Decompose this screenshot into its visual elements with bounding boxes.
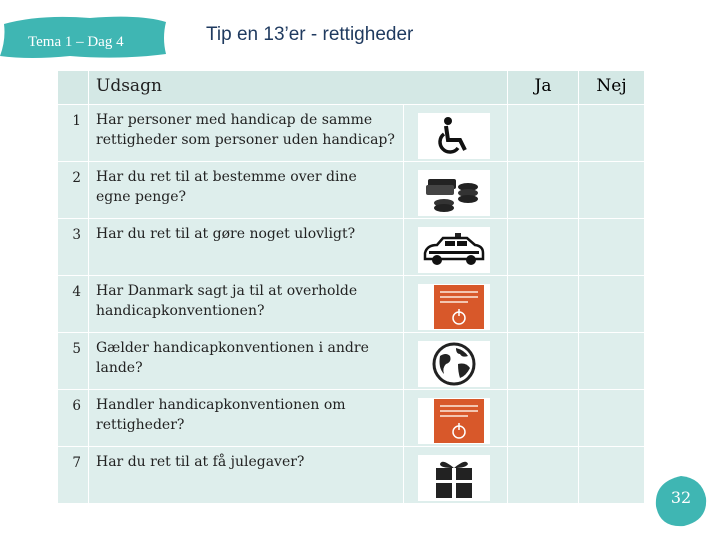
row-number: 2 — [58, 162, 89, 219]
answer-nej-cell[interactable] — [579, 447, 645, 504]
statement-text: Har du ret til at bestemme over dine egne penge? — [89, 162, 404, 219]
table-row — [58, 390, 645, 447]
answer-nej-cell[interactable] — [579, 219, 645, 276]
row-number: 6 — [58, 390, 89, 447]
gift-icon — [418, 455, 490, 501]
topic-tag — [0, 10, 168, 56]
page-title: Tip en 13’er - rettigheder — [206, 24, 414, 45]
topic-tag-label: Tema 1 – Dag 4 — [28, 34, 124, 50]
globe-icon — [418, 341, 490, 387]
page-number-badge — [654, 474, 708, 528]
answer-nej-cell[interactable] — [579, 276, 645, 333]
statement-table — [57, 70, 645, 504]
header-ja: Ja — [508, 71, 579, 105]
answer-ja-cell[interactable] — [508, 162, 579, 219]
statement-text: Har du ret til at gøre noget ulovligt? — [89, 219, 404, 276]
row-number: 5 — [58, 333, 89, 390]
answer-ja-cell[interactable] — [508, 219, 579, 276]
row-number: 4 — [58, 276, 89, 333]
header-num-cell — [58, 71, 89, 105]
answer-ja-cell[interactable] — [508, 276, 579, 333]
money-icon — [418, 170, 490, 216]
page-number: 32 — [670, 488, 692, 507]
answer-nej-cell[interactable] — [579, 333, 645, 390]
convention-book-icon — [418, 284, 490, 330]
image-cell — [404, 333, 508, 390]
statement-text: Gælder handicapkonventionen i andre lande? — [89, 333, 404, 390]
table-row — [58, 276, 645, 333]
answer-ja-cell[interactable] — [508, 390, 579, 447]
image-cell — [404, 162, 508, 219]
header-udsagn: Udsagn — [89, 71, 508, 105]
answer-ja-cell[interactable] — [508, 333, 579, 390]
convention-book-icon — [418, 398, 490, 444]
table-row — [58, 162, 645, 219]
image-cell — [404, 276, 508, 333]
table-row — [58, 219, 645, 276]
table-row — [58, 105, 645, 162]
answer-ja-cell[interactable] — [508, 105, 579, 162]
table-row — [58, 333, 645, 390]
row-number: 1 — [58, 105, 89, 162]
image-cell — [404, 390, 508, 447]
row-number: 3 — [58, 219, 89, 276]
answer-ja-cell[interactable] — [508, 447, 579, 504]
answer-nej-cell[interactable] — [579, 105, 645, 162]
statement-text: Har personer med handicap de samme rettigheder som personer uden handicap? — [89, 105, 404, 162]
statement-text: Har Danmark sagt ja til at overholde handicapkonventionen? — [89, 276, 404, 333]
statement-text: Har du ret til at få julegaver? — [89, 447, 404, 504]
table-row — [58, 447, 645, 504]
statement-text: Handler handicapkonventionen om rettigheder? — [89, 390, 404, 447]
image-cell — [404, 447, 508, 504]
answer-nej-cell[interactable] — [579, 390, 645, 447]
wheelchair-icon — [418, 113, 490, 159]
image-cell — [404, 105, 508, 162]
police-car-icon — [418, 227, 490, 273]
image-cell — [404, 219, 508, 276]
answer-nej-cell[interactable] — [579, 162, 645, 219]
table-header-row — [58, 71, 645, 105]
header-nej: Nej — [579, 71, 645, 105]
row-number: 7 — [58, 447, 89, 504]
